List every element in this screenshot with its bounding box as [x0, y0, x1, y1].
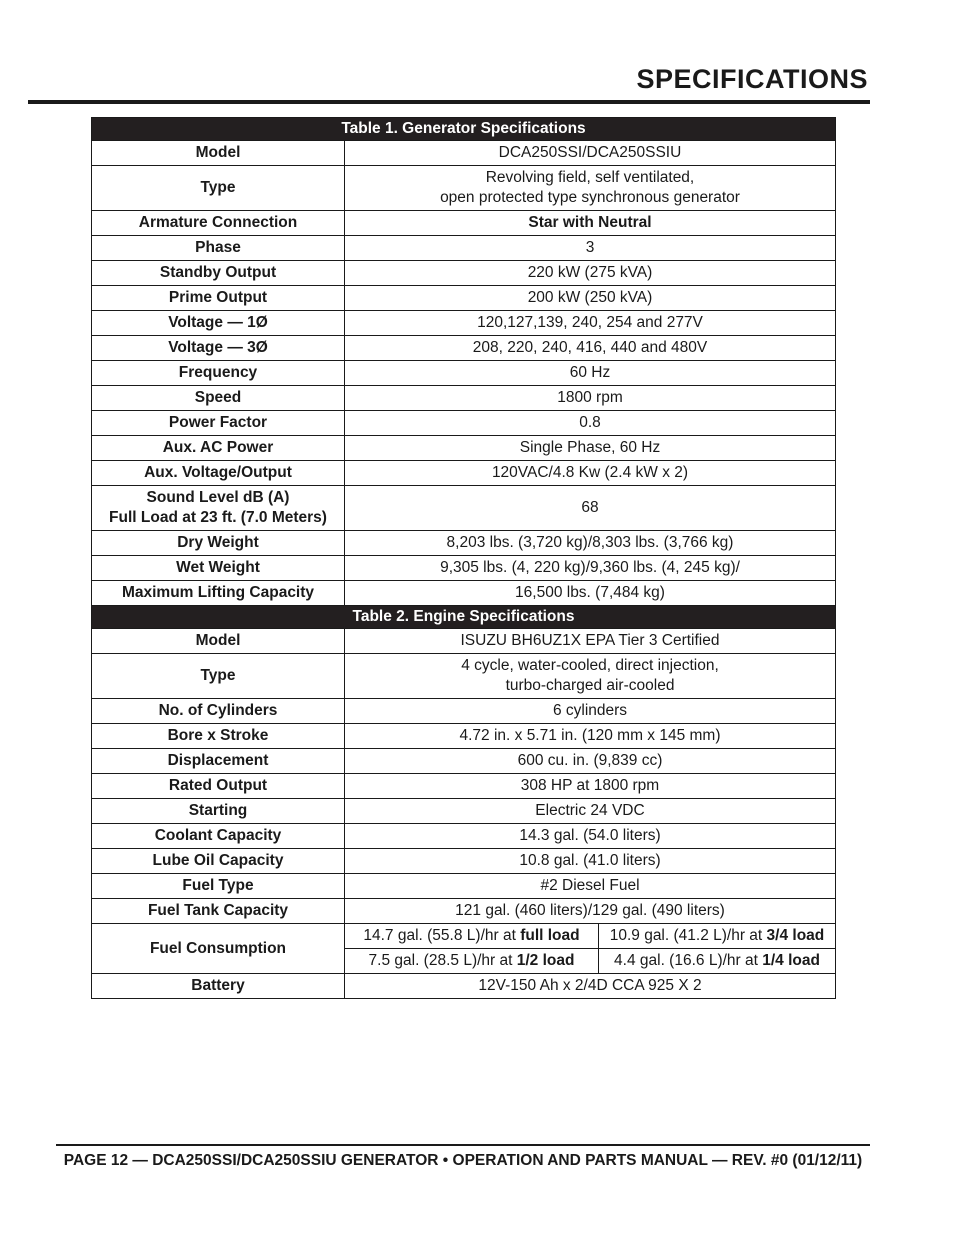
spec-value-line: Revolving field, self ventilated,: [485, 169, 695, 186]
table-row: [92, 361, 836, 386]
table-row: [92, 556, 836, 581]
table-row: [92, 774, 836, 799]
spec-label: Phase: [92, 236, 345, 261]
spec-value: 208, 220, 240, 416, 440 and 480V: [345, 336, 836, 361]
spec-label: Coolant Capacity: [92, 824, 345, 849]
spec-value: 10.8 gal. (41.0 liters): [345, 849, 836, 874]
spec-value: 120VAC/4.8 Kw (2.4 kW x 2): [345, 461, 836, 486]
table-row: [92, 261, 836, 286]
spec-value: 8,203 lbs. (3,720 kg)/8,303 lbs. (3,766 kg): [345, 531, 836, 556]
spec-value: 0.8: [345, 411, 836, 436]
spec-label: Type: [92, 166, 345, 211]
fuel-load: 1/2 load: [516, 952, 575, 969]
fuel-quarter-load: [599, 949, 836, 974]
spec-label: Voltage — 1Ø: [92, 311, 345, 336]
spec-value: 16,500 lbs. (7,484 kg): [345, 581, 836, 606]
spec-label: Armature Connection: [92, 211, 345, 236]
table-row: [92, 436, 836, 461]
spec-value: 1800 rpm: [345, 386, 836, 411]
table-row: [92, 899, 836, 924]
spec-label: Aux. AC Power: [92, 436, 345, 461]
table1-title: Table 1. Generator Specifications: [92, 118, 836, 141]
spec-label: Speed: [92, 386, 345, 411]
spec-label: Bore x Stroke: [92, 724, 345, 749]
spec-label: Model: [92, 629, 345, 654]
spec-label: Starting: [92, 799, 345, 824]
spec-value: Single Phase, 60 Hz: [345, 436, 836, 461]
spec-value: 121 gal. (460 liters)/129 gal. (490 liters): [345, 899, 836, 924]
spec-label: Wet Weight: [92, 556, 345, 581]
spec-label: Power Factor: [92, 411, 345, 436]
spec-value: Star with Neutral: [345, 211, 836, 236]
spec-label: Fuel Tank Capacity: [92, 899, 345, 924]
table-row: [92, 286, 836, 311]
spec-label-line: Sound Level dB (A): [146, 489, 290, 506]
table-row: [92, 311, 836, 336]
footer-rule: [56, 1144, 870, 1146]
spec-label-line: Full Load at 23 ft. (7.0 Meters): [109, 509, 327, 526]
spec-label: Battery: [92, 974, 345, 999]
spec-label: Type: [92, 654, 345, 699]
spec-value-line: turbo-charged air-cooled: [505, 677, 675, 694]
spec-value: 200 kW (250 kVA): [345, 286, 836, 311]
spec-value: [345, 654, 836, 699]
spec-label: Rated Output: [92, 774, 345, 799]
table-row: [92, 849, 836, 874]
table-row: [92, 531, 836, 556]
table-row: [92, 699, 836, 724]
spec-label: Dry Weight: [92, 531, 345, 556]
spec-value: 9,305 lbs. (4, 220 kg)/9,360 lbs. (4, 245 kg)/: [345, 556, 836, 581]
spec-label: Model: [92, 141, 345, 166]
spec-value: 14.3 gal. (54.0 liters): [345, 824, 836, 849]
fuel-amount: 7.5 gal. (28.5 L)/hr at: [368, 952, 513, 969]
fuel-consumption-label: Fuel Consumption: [92, 924, 345, 974]
table-row: [92, 236, 836, 261]
fuel-half-load: [345, 949, 599, 974]
spec-label: Displacement: [92, 749, 345, 774]
fuel-three-quarter-load: [599, 924, 836, 949]
table-row: [92, 824, 836, 849]
spec-label: Prime Output: [92, 286, 345, 311]
spec-label: Voltage — 3Ø: [92, 336, 345, 361]
table-row: [92, 336, 836, 361]
table-row: [92, 924, 836, 949]
spec-label: [92, 486, 345, 531]
fuel-amount: 4.4 gal. (16.6 L)/hr at: [614, 952, 758, 969]
table-row: [92, 386, 836, 411]
spec-value: 12V-150 Ah x 2/4D CCA 925 X 2: [345, 974, 836, 999]
table-row: [92, 411, 836, 436]
table-row: [92, 654, 836, 699]
table-row: [92, 974, 836, 999]
spec-label: Aux. Voltage/Output: [92, 461, 345, 486]
spec-value: 68: [345, 486, 836, 531]
table-row: [92, 141, 836, 166]
table-row: [92, 749, 836, 774]
spec-label: Lube Oil Capacity: [92, 849, 345, 874]
spec-value: ISUZU BH6UZ1X EPA Tier 3 Certified: [345, 629, 836, 654]
spec-label: Maximum Lifting Capacity: [92, 581, 345, 606]
spec-value-line: 4 cycle, water-cooled, direct injection,: [461, 657, 719, 674]
table-row: [92, 166, 836, 211]
fuel-full-load: [345, 924, 599, 949]
spec-value: 308 HP at 1800 rpm: [345, 774, 836, 799]
spec-label: Frequency: [92, 361, 345, 386]
spec-value: 3: [345, 236, 836, 261]
page-footer: PAGE 12 — DCA250SSI/DCA250SSIU GENERATOR • OPERATION AND PARTS MANUAL — REV. #0 (01/12/11): [63, 1152, 863, 1169]
spec-value: #2 Diesel Fuel: [345, 874, 836, 899]
fuel-load: full load: [520, 927, 580, 944]
fuel-load: 1/4 load: [762, 952, 820, 969]
spec-value: 4.72 in. x 5.71 in. (120 mm x 145 mm): [345, 724, 836, 749]
table-row: [92, 486, 836, 531]
table-row: [92, 461, 836, 486]
table-row: [92, 799, 836, 824]
table-row: [92, 211, 836, 236]
spec-value: [345, 166, 836, 211]
table-row: [92, 581, 836, 606]
spec-label: Standby Output: [92, 261, 345, 286]
spec-table: [91, 117, 836, 999]
fuel-amount: 10.9 gal. (41.2 L)/hr at: [609, 927, 763, 944]
table2-title: Table 2. Engine Specifications: [92, 606, 836, 629]
fuel-load: 3/4 load: [766, 927, 825, 944]
header-rule: [28, 100, 870, 104]
page-title: SPECIFICATIONS: [636, 64, 868, 94]
spec-label: Fuel Type: [92, 874, 345, 899]
spec-value: 60 Hz: [345, 361, 836, 386]
spec-value: 600 cu. in. (9,839 cc): [345, 749, 836, 774]
spec-value: Electric 24 VDC: [345, 799, 836, 824]
spec-value-line: open protected type synchronous generator: [440, 189, 740, 206]
spec-value: 6 cylinders: [345, 699, 836, 724]
spec-value: 120,127,139, 240, 254 and 277V: [345, 311, 836, 336]
spec-value: 220 kW (275 kVA): [345, 261, 836, 286]
spec-label: No. of Cylinders: [92, 699, 345, 724]
table-row: [92, 629, 836, 654]
spec-value: DCA250SSI/DCA250SSIU: [345, 141, 836, 166]
fuel-amount: 14.7 gal. (55.8 L)/hr at: [363, 927, 516, 944]
table-row: [92, 874, 836, 899]
table-row: [92, 724, 836, 749]
